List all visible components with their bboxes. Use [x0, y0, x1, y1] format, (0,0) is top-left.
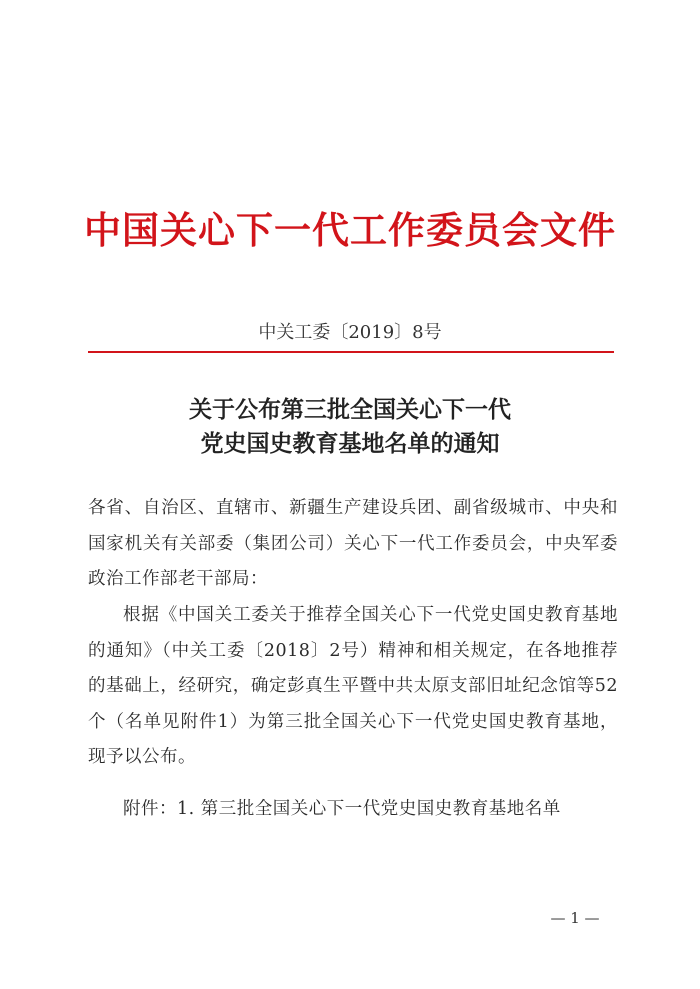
red-divider-line	[88, 351, 614, 353]
document-header-title: 中国关心下一代工作委员会文件	[84, 208, 616, 252]
document-number: 中关工委〔2019〕8号	[258, 322, 442, 343]
notice-title-line-1: 关于公布第三批全国关心下一代	[189, 396, 511, 423]
notice-title	[0, 393, 700, 461]
page-number: — 1 —	[550, 909, 600, 927]
main-paragraph: 根据《中国关工委关于推荐全国关心下一代党史国史教育基地的通知》（中关工委〔2018〕2号）精神和相关规定，在各地推荐的基础上，经研究，确定彭真生平暨中共太原支部旧址纪念馆等52个（名单见附件1）为第三批全国关心下一代党史国史教育基地，现予以公布。	[88, 605, 618, 767]
recipients-paragraph: 各省、自治区、直辖市、新疆生产建设兵团、副省级城市、中央和国家机关有关部委（集团公司）关心下一代工作委员会，中央军委政治工作部老干部局：	[88, 498, 618, 589]
notice-title-line-2: 党史国史教育基地名单的通知	[200, 430, 500, 457]
attachment-line: 附件：1. 第三批全国关心下一代党史国史教育基地名单	[123, 799, 561, 819]
